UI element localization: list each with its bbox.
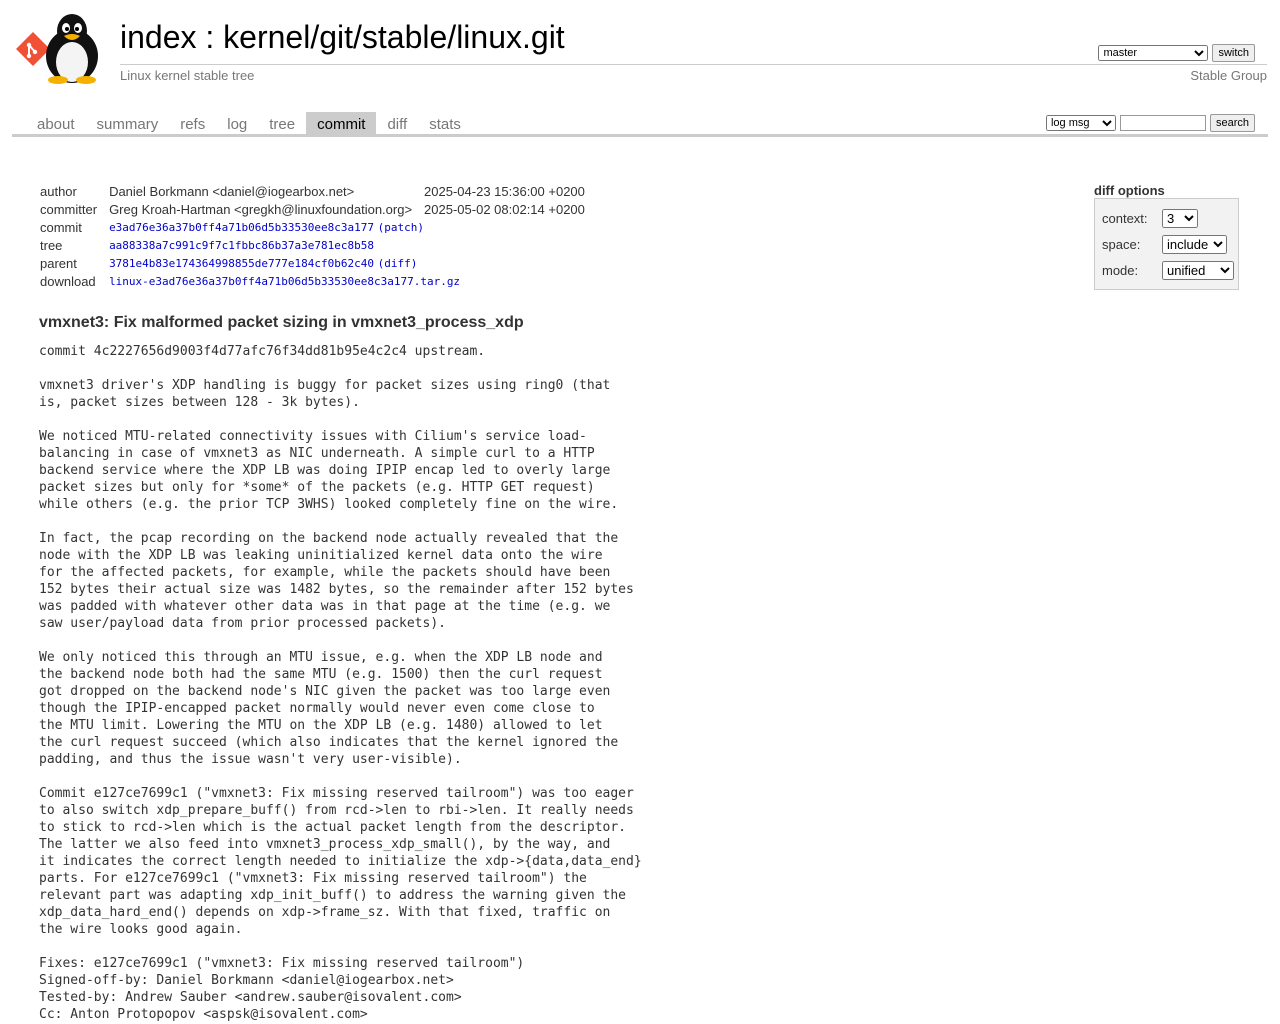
message-line: to also switch xdp_prepare_buff() from rcd->len to rbi->len. It really needs [39, 803, 634, 818]
message-line [39, 360, 739, 377]
diff-options-title: diff options [1094, 183, 1165, 198]
message-line: Cc: Anton Protopopov <aspsk@isovalent.com> [39, 1007, 368, 1022]
context-select[interactable] [1162, 209, 1198, 228]
message-line [39, 411, 739, 428]
tree-sha-link[interactable]: aa88338a7c991c9f7c1fbbc86b37a3e781ec8b58 [109, 239, 374, 253]
message-line [39, 632, 739, 649]
author-value: Daniel Borkmann <daniel@iogearbox.net> [109, 184, 355, 200]
parent-diff-link[interactable]: diff [384, 257, 411, 271]
mode-select[interactable] [1162, 261, 1234, 280]
search-button[interactable]: search [1210, 114, 1255, 132]
committer-value: Greg Kroah-Hartman <gregkh@linuxfoundation.org> [109, 201, 413, 217]
tab-commit[interactable]: commit [306, 112, 376, 134]
message-line: relevant part was adapting xdp_init_buff() to address the warning given the [39, 888, 626, 903]
tab-diff[interactable]: diff [387, 116, 408, 133]
context-label: context: [1102, 211, 1148, 226]
message-line: parts. For e127ce7699c1 ("vmxnet3: Fix missing reserved tailroom") the [39, 871, 587, 886]
message-line: The latter we also feed into vmxnet3_process_xdp_small(), by the way, and [39, 837, 611, 852]
message-line: the wire looks good again. [39, 922, 243, 937]
message-line: packet sizes but only for *some* of the packets (e.g. HTTP GET request) [39, 480, 595, 495]
author-row [34, 183, 591, 201]
switch-button[interactable]: switch [1212, 44, 1255, 62]
message-line: vmxnet3 driver's XDP handling is buggy for packet sizes using ring0 (that [39, 378, 611, 393]
tux-penguin-icon [36, 12, 108, 84]
commit-message [39, 343, 739, 1023]
mode-label: mode: [1102, 263, 1139, 278]
space-select[interactable] [1162, 235, 1227, 254]
commit-subject: vmxnet3: Fix malformed packet sizing in vmxnet3_process_xdp [39, 314, 524, 331]
commit-row: commit e3ad76e36a37b0ff4a71b06d5b33530ee8c3a177 (patch) [34, 218, 591, 236]
download-link[interactable]: linux-e3ad76e36a37b0ff4a71b06d5b33530ee8c3a177.tar.gz [109, 275, 461, 289]
message-line: Signed-off-by: Daniel Borkmann <daniel@iogearbox.net> [39, 973, 454, 988]
message-line [39, 938, 739, 955]
search-input[interactable] [1120, 115, 1206, 131]
repo-link[interactable]: kernel/git/stable/linux.git [223, 19, 565, 55]
message-line: to stick to rcd->len which is the actual packet length from the descriptor. [39, 820, 626, 835]
page-title [120, 17, 565, 57]
message-line [39, 768, 739, 785]
message-line: Commit e127ce7699c1 ("vmxnet3: Fix missing reserved tailroom") was too eager [39, 786, 634, 801]
message-line: In fact, the pcap recording on the backend node actually revealed that the [39, 531, 619, 546]
committer-row [34, 201, 591, 219]
message-line: node with the XDP LB was leaking uninitialized kernel data onto the wire [39, 548, 603, 563]
download-label: download [40, 273, 96, 289]
commit-label: commit [40, 219, 82, 235]
message-line: Tested-by: Andrew Sauber <andrew.sauber@isovalent.com> [39, 990, 462, 1005]
author-date: 2025-04-23 15:36:00 +0200 [424, 184, 585, 200]
tab-summary[interactable]: summary [96, 116, 159, 133]
message-line: the MTU limit. Lowering the MTU on the XDP LB (e.g. 1480) allowed to let [39, 718, 603, 733]
message-line: Fixes: e127ce7699c1 ("vmxnet3: Fix missing reserved tailroom") [39, 956, 525, 971]
message-line: commit 4c2227656d9003f4d77afc76f34dd81b95e4c2c4 upstream. [39, 344, 486, 359]
message-line: 152 bytes their actual size was 1482 bytes, so the remainder after 152 bytes [39, 582, 634, 597]
tree-row [34, 236, 591, 254]
tab-about[interactable]: about [37, 116, 75, 133]
search-mode-select[interactable] [1046, 115, 1116, 131]
parent-label: parent [40, 255, 77, 271]
tab-log[interactable]: log [227, 116, 248, 133]
tab-tree[interactable]: tree [269, 116, 296, 133]
commit-sha-link[interactable]: e3ad76e36a37b0ff4a71b06d5b33530ee8c3a177 [109, 221, 374, 235]
message-line: was padded with whatever other data was in that page at the time (e.g. we [39, 599, 611, 614]
repo-description: Linux kernel stable tree [120, 68, 255, 83]
search-form [1046, 114, 1255, 132]
branch-form [1098, 44, 1255, 62]
patch-link[interactable]: patch [384, 221, 418, 235]
parent-row: parent 3781e4b83e174364998855de777e184cf0b62c40 (diff) [34, 254, 591, 272]
tab-refs[interactable]: refs [180, 116, 206, 133]
message-line: We only noticed this through an MTU issue, e.g. when the XDP LB node and [39, 650, 603, 665]
message-line: though the IPIP-encapped packet normally would never even come close to [39, 701, 595, 716]
author-label: author [40, 184, 77, 200]
message-line [39, 513, 739, 530]
message-line: the backend node both had the same MTU (e.g. 1500) then the curl request [39, 667, 603, 682]
message-line: We noticed MTU-related connectivity issues with Cilium's service load- [39, 429, 587, 444]
message-line: is, packet sizes between 128 - 3k bytes). [39, 395, 360, 410]
message-line: saw user/payload data from prior processed packets). [39, 616, 446, 631]
download-row [34, 272, 591, 290]
message-line: got dropped on the backend node's NIC given the packet was too large even [39, 684, 611, 699]
title-separator: : [205, 19, 215, 55]
parent-sha-link[interactable]: 3781e4b83e174364998855de777e184cf0b62c40 [109, 257, 374, 271]
tab-bar [12, 112, 1268, 137]
diff-options-panel [1094, 198, 1239, 290]
tree-label: tree [40, 237, 63, 253]
message-line: balancing in case of vmxnet3 as NIC underneath. A simple curl to a HTTP [39, 446, 595, 461]
message-line: while others (e.g. the prior TCP 3WHS) looked completely fine on the wire. [39, 497, 619, 512]
tab-stats[interactable]: stats [429, 116, 461, 133]
space-label: space: [1102, 237, 1141, 252]
message-line: the curl request succeed (which also indicates that the kernel ignored the [39, 735, 619, 750]
message-line: padding, and thus the issue wasn't very user-visible). [39, 752, 462, 767]
message-line: it indicates the correct length needed to initialize the xdp->{data,data_end} [39, 854, 642, 869]
message-line: xdp_data_hard_end() depends on xdp->frame_sz. With that fixed, traffic on [39, 905, 611, 920]
committer-date: 2025-05-02 08:02:14 +0200 [424, 201, 585, 217]
committer-label: committer [40, 201, 98, 217]
message-line: for the affected packets, for example, while the packets should have been [39, 565, 611, 580]
message-line: backend service where the XDP LB was doing IPIP encap led to overly large [39, 463, 611, 478]
commit-info-table [34, 183, 591, 290]
header-divider [120, 64, 1267, 65]
branch-select[interactable] [1098, 45, 1208, 61]
index-link[interactable]: index [120, 19, 197, 55]
repo-owner: Stable Group [1190, 68, 1267, 83]
